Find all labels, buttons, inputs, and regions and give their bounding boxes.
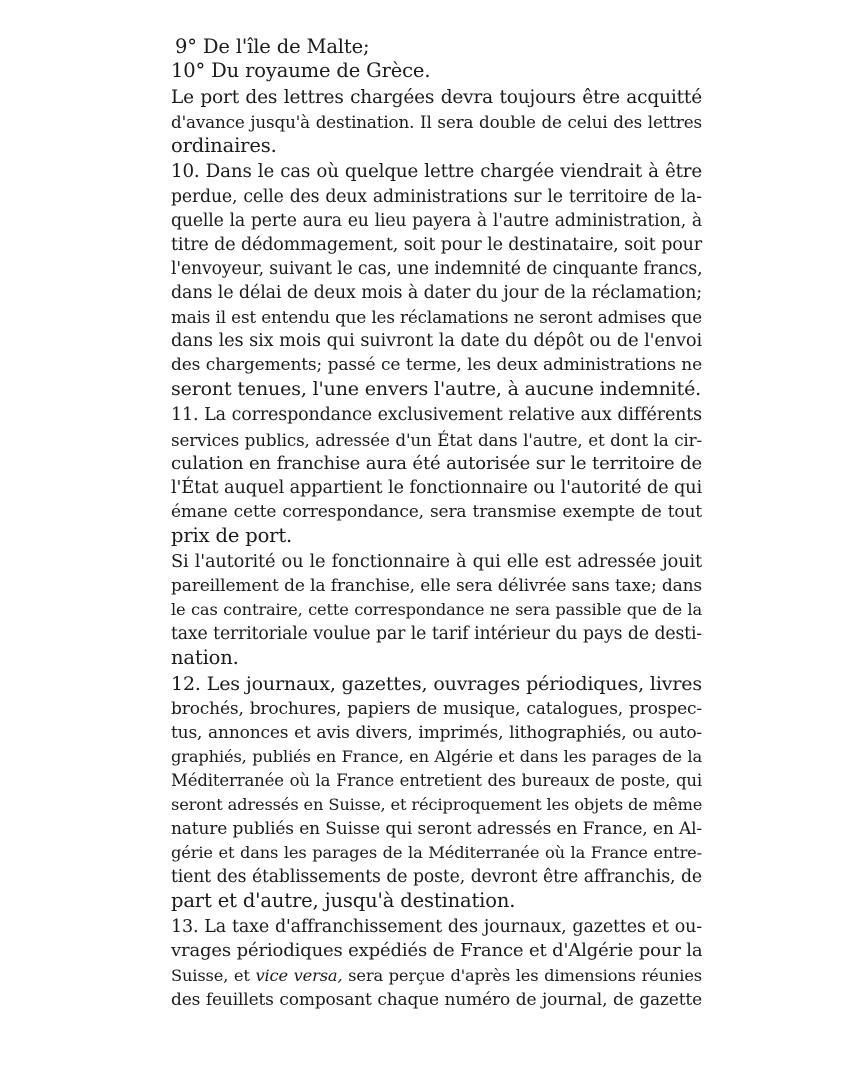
text-line: Si l'autorité ou le fonctionnaire à qui elle est adressée jouit [171,551,702,572]
text-line: l'envoyeur, suivant le cas, une indemnité de cinquante francs, [171,258,703,279]
text-line: seront tenues, l'une envers l'autre, à aucune indemnité. [171,378,702,401]
text-line: prix de port. [171,523,293,547]
text-line: nation. [171,646,239,670]
text-line: pareillement de la franchise, elle sera délivrée sans taxe; dans [171,576,702,597]
text-line: dans les six mois qui suivront la date du dépôt ou de l'envoi [171,331,702,352]
text-line: mais il est entendu que les réclamations ne seront admises que [171,307,702,328]
text-line [171,964,702,988]
text-line: 12. Les journaux, gazettes, ouvrages périodiques, livres [171,673,702,696]
text-line: dans le délai de deux mois à dater du jour de la réclamation; [171,282,702,303]
text-line: nature publiés en Suisse qui seront adressés en France, en Al- [171,819,702,839]
text-line: des feuillets composant chaque numéro de journal, de gazette [171,989,702,1010]
text-line: titre de dédommagement, soit pour le destinataire, soit pour [171,234,702,255]
text-line: culation en franchise aura été autorisée sur le territoire de [171,452,702,474]
text-line: le cas contraire, cette correspondance ne sera passible que de la [171,600,702,620]
text-run: Suisse, et [171,965,256,985]
text-line: graphiés, publiés en France, en Algérie et dans les parages de la [171,746,702,766]
text-line: Méditerranée où la France entretient des bureaux de poste, qui [171,770,702,790]
text-line: part et d'autre, jusqu'à destination. [171,889,516,913]
text-run: sera perçue d'après les dimensions réunies [342,965,702,985]
italic-text-run: vice versa, [255,965,343,985]
text-line: ordinaires. [171,134,277,158]
text-line: 13. La taxe d'affranchissement des journaux, gazettes et ou- [171,917,702,938]
text-line: taxe territoriale voulue par le tarif intérieur du pays de desti- [171,624,702,645]
text-line: des chargements; passé ce terme, les deux administrations ne [171,355,702,376]
text-line: 11. La correspondance exclusivement relative aux différents [171,405,702,426]
text-line: d'avance jusqu'à destination. Il sera double de celui des lettres [171,112,702,133]
text-line: émane cette correspondance, sera transmise exempte de tout [171,501,702,522]
text-line: vrages périodiques expédiés de France et d'Algérie pour la [171,940,703,962]
text-line: services publics, adressée d'un État dans l'autre, et dont la cir- [171,429,702,450]
text-line: tus, annonces et avis divers, imprimés, lithographiés, ou auto- [171,722,702,743]
text-line: brochés, brochures, papiers de musique, catalogues, prospec- [171,698,702,719]
text-line: quelle la perte aura eu lieu payera à l'autre administration, à [171,210,702,231]
text-line: l'État auquel appartient le fonctionnaire ou l'autorité de qui [171,477,702,498]
text-line: Le port des lettres chargées devra toujours être acquitté [171,87,702,109]
document-page [171,35,702,1012]
text-line: seront adressés en Suisse, et réciproquement les objets de même [171,794,703,814]
text-line: 9° De l'île de Malte; [175,35,370,58]
text-line: 10. Dans le cas où quelque lettre chargée viendrait à être [171,161,702,183]
text-line: 10° Du royaume de Grèce. [171,59,431,83]
text-line: tient des établissements de poste, devront être affranchis, de [171,867,702,888]
text-line: gérie et dans les parages de la Méditerranée où la France entre- [171,843,702,863]
text-line: perdue, celle des deux administrations sur le territoire de la- [171,186,702,207]
